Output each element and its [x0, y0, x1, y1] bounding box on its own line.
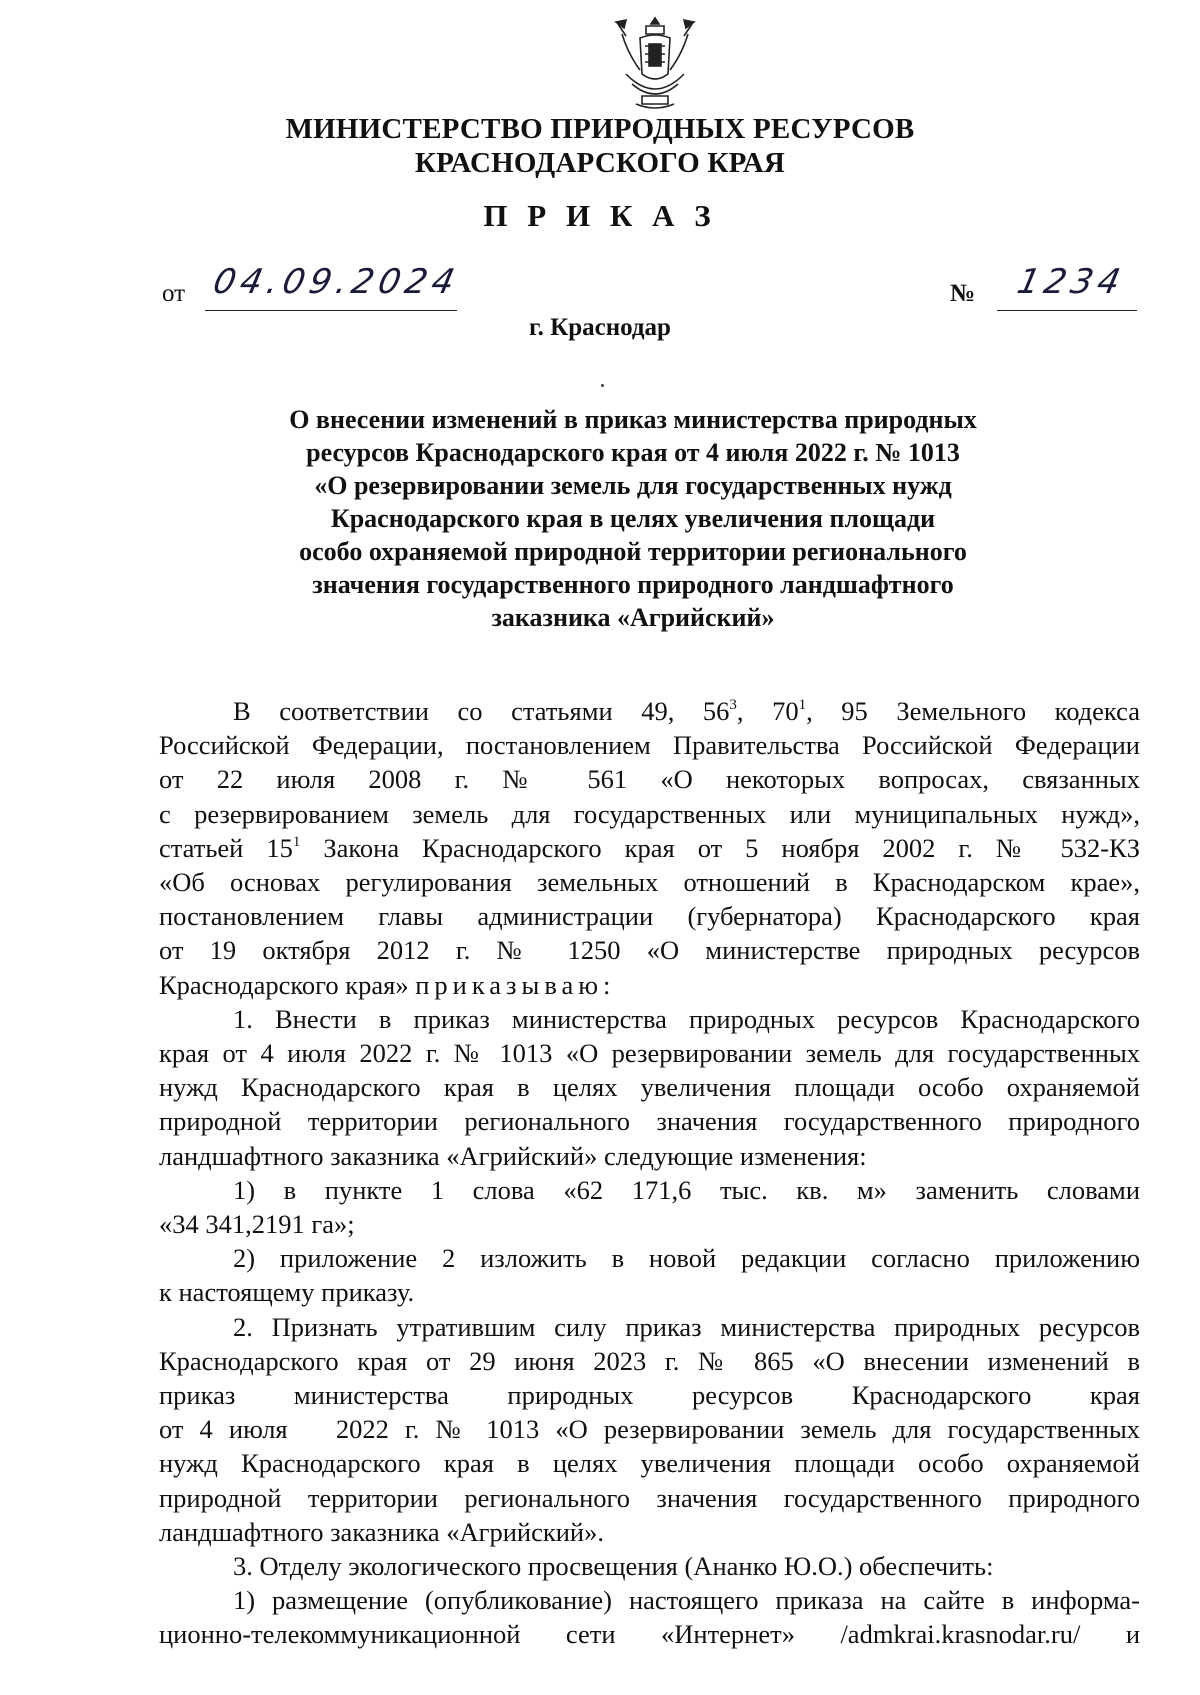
- body-line: с резервированием земель для государственных или муниципальных нужд»,: [159, 798, 1140, 829]
- item-3-1-paragraph: [159, 1583, 1140, 1651]
- subject-line: Краснодарского края в целях увеличения площади: [330, 504, 936, 533]
- body-line: природной территории регионального значения государственного природного: [159, 1106, 1140, 1137]
- body-line: ландшафтного заказника «Агрийский».: [159, 1516, 604, 1547]
- preamble-paragraph: [159, 694, 1140, 1002]
- number-label: №: [950, 280, 976, 307]
- ministry-name-line2: КРАСНОДАРСКОГО КРАЯ: [414, 147, 786, 179]
- subject-line: О внесении изменений в приказ министерства природных: [289, 405, 977, 434]
- body-line: Краснодарского края» приказываю:: [159, 969, 616, 1000]
- body-line: Российской Федерации, постановлением Правительства Российской Федерации: [159, 730, 1140, 761]
- item-3-paragraph: [159, 1549, 1140, 1583]
- body-line: 1) размещение (опубликование) настоящего приказа на сайте в информа-: [233, 1585, 1140, 1616]
- stray-dot: [601, 384, 604, 387]
- body-line: В соответствии со статьями 49, $56^3$, $70^1$, 95 Земельного кодекса: [233, 696, 1140, 726]
- body-line: Краснодарского края от 29 июня 2023 г. № 865 «О внесении изменений в: [159, 1345, 1140, 1376]
- body-line: от 22 июля 2008 г. № 561 «О некоторых вопросах, связанных: [159, 764, 1140, 795]
- item-2-paragraph: [159, 1310, 1140, 1549]
- body-line: 3. Отделу экологического просвещения (Ананко Ю.О.) обеспечить:: [233, 1551, 994, 1582]
- body-line: края от 4 июля 2022 г. № 1013 «О резервировании земель для государственных: [159, 1038, 1140, 1069]
- handwritten-number: 1234: [1013, 262, 1129, 302]
- body-line: от 19 октября 2012 г. № 1250 «О министерстве природных ресурсов: [159, 935, 1140, 966]
- body-line: 1. Внести в приказ министерства природных ресурсов Краснодарского: [233, 1003, 1140, 1034]
- body-line: 2. Признать утратившим силу приказ министерства природных ресурсов: [233, 1311, 1140, 1342]
- body-line: нужд Краснодарского края в целях увеличения площади особо охраняемой: [159, 1072, 1140, 1103]
- city-name: г. Краснодар: [529, 314, 671, 341]
- item-1-1-paragraph: [159, 1173, 1140, 1241]
- body-line: природной территории регионального значения государственного природного: [159, 1482, 1140, 1513]
- body-line: 2) приложение 2 изложить в новой редакции согласно приложению: [233, 1243, 1140, 1274]
- body-line: от 4 июля 2022 г. № 1013 «О резервировании земель для государственных: [159, 1414, 1140, 1445]
- date-label: от: [162, 280, 186, 307]
- body-line: ционно-телекоммуникационной сети «Интернет» /admkrai.krasnodar.ru/ и: [159, 1619, 1140, 1650]
- body-line: 1) в пункте 1 слова «62 171,6 тыс. кв. м» заменить словами: [233, 1174, 1140, 1205]
- body-line: ландшафтного заказника «Агрийский» следующие изменения:: [159, 1140, 867, 1171]
- subject-line: значения государственного природного ландшафтного: [312, 570, 954, 599]
- handwritten-date: 04.09.2024: [209, 262, 463, 302]
- krasnodar-coat-of-arms-icon: [612, 14, 698, 114]
- order-subject: [260, 403, 1006, 634]
- body-line: приказ министерства природных ресурсов Краснодарского края: [159, 1380, 1140, 1411]
- document-type-title: П Р И К А З: [483, 198, 717, 233]
- ministry-name-line1: МИНИСТЕРСТВО ПРИРОДНЫХ РЕСУРСОВ: [285, 113, 915, 145]
- subject-line: особо охраняемой природной территории регионального: [299, 537, 967, 566]
- date-underline: [205, 310, 457, 311]
- body-line: нужд Краснодарского края в целях увеличения площади особо охраняемой: [159, 1448, 1140, 1479]
- body-line: «Об основах регулирования земельных отношений в Краснодарском крае»,: [159, 867, 1140, 898]
- body-line: постановлением главы администрации (губернатора) Краснодарского края: [159, 901, 1140, 932]
- subject-line: ресурсов Краснодарского края от 4 июля 2022 г. № 1013: [306, 438, 960, 467]
- body-line: к настоящему приказу.: [159, 1277, 415, 1308]
- subject-line: «О резервировании земель для государственных нужд: [314, 471, 952, 500]
- item-1-2-paragraph: [159, 1241, 1140, 1309]
- body-line: «34 341,2191 га»;: [159, 1209, 355, 1240]
- order-body: [159, 694, 1140, 1652]
- item-1-paragraph: [159, 1002, 1140, 1173]
- number-underline: [997, 310, 1137, 311]
- subject-line: заказника «Агрийский»: [491, 603, 775, 632]
- body-line: статьей $15^1$ Закона Краснодарского края от 5 ноября 2002 г. № 532-КЗ: [159, 832, 1140, 863]
